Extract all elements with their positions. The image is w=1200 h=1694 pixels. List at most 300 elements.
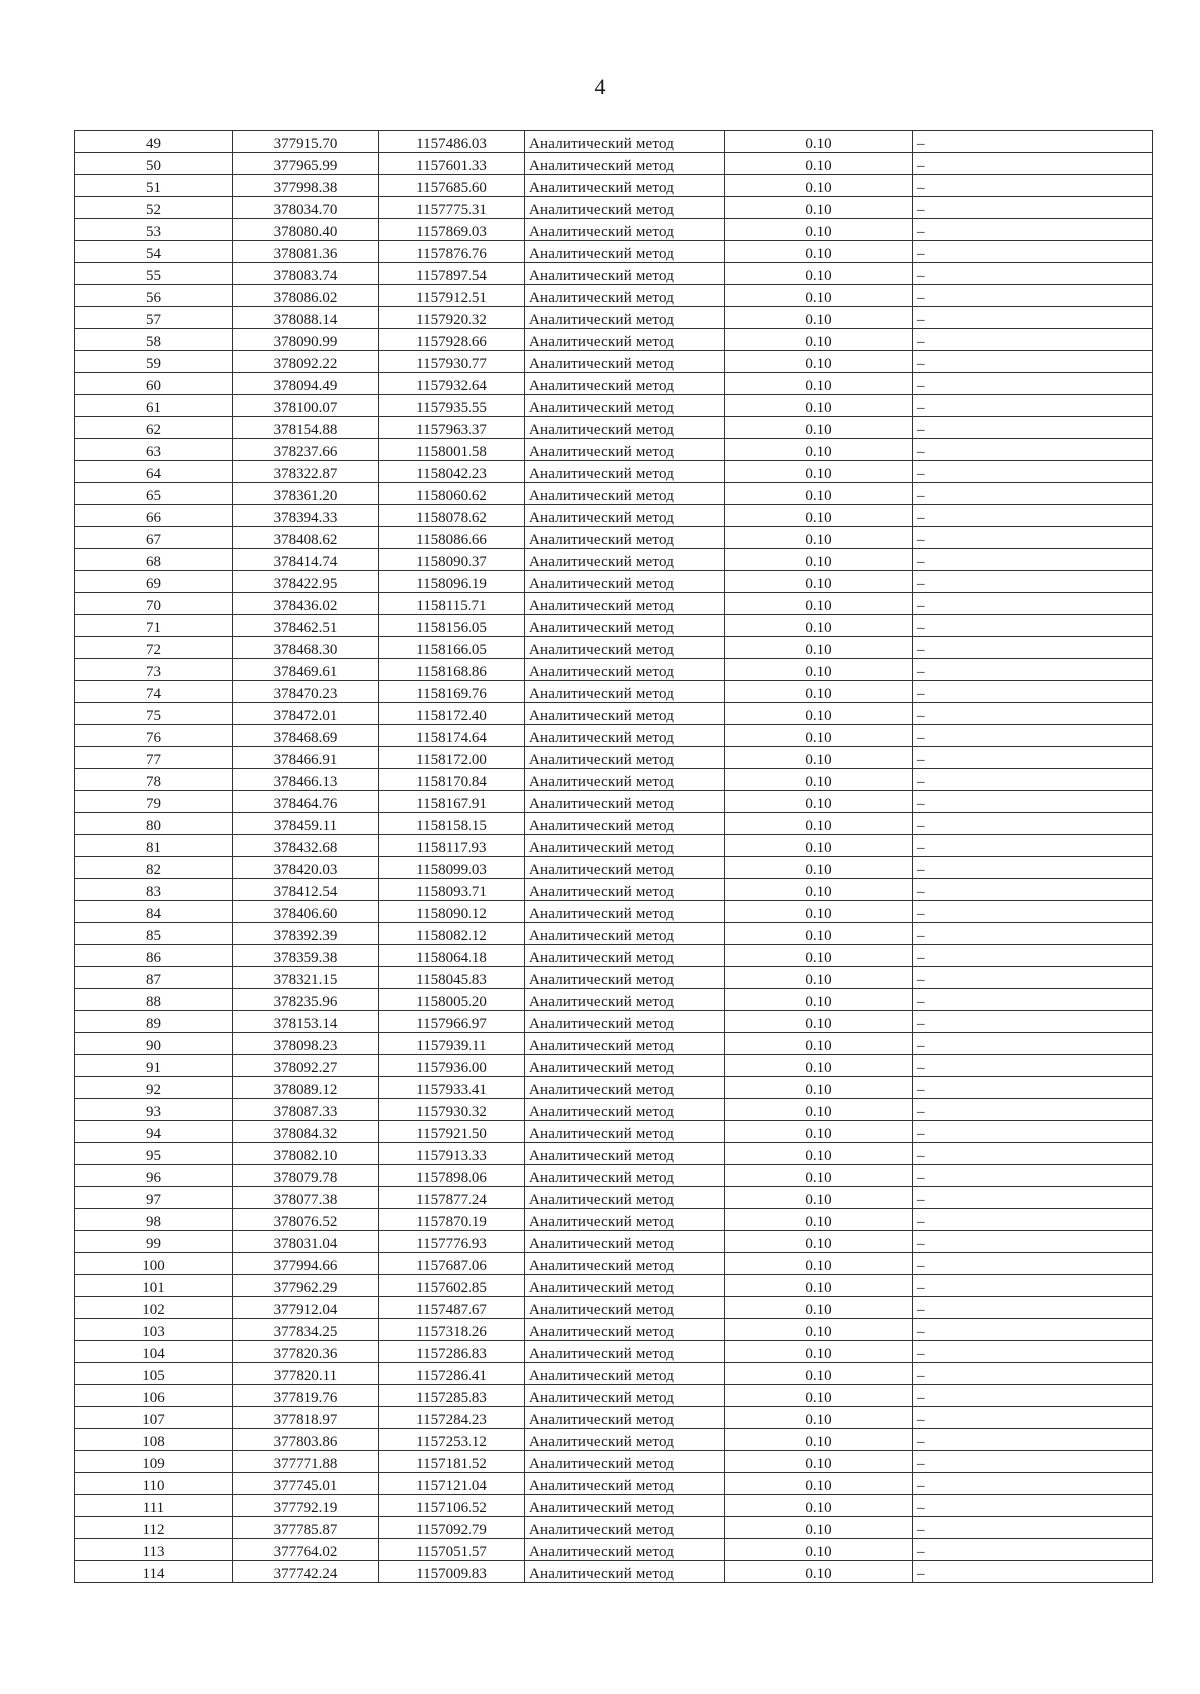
table-row	[75, 1517, 1153, 1539]
table-row	[75, 1429, 1153, 1451]
point-number-cell: 85	[75, 923, 233, 945]
accuracy-cell: 0.10	[725, 571, 913, 593]
note-cell: –	[913, 219, 1153, 241]
accuracy-cell: 0.10	[725, 241, 913, 263]
accuracy-cell: 0.10	[725, 549, 913, 571]
point-number-cell: 69	[75, 571, 233, 593]
method-cell: Аналитический метод	[525, 1253, 725, 1275]
note-cell: –	[913, 373, 1153, 395]
note-cell: –	[913, 307, 1153, 329]
point-number-cell: 75	[75, 703, 233, 725]
table-row	[75, 1363, 1153, 1385]
y-coordinate-cell: 1157870.19	[379, 1209, 525, 1231]
point-number-cell: 89	[75, 1011, 233, 1033]
note-cell: –	[913, 1473, 1153, 1495]
table-row	[75, 1033, 1153, 1055]
y-coordinate-cell: 1157286.41	[379, 1363, 525, 1385]
method-cell: Аналитический метод	[525, 967, 725, 989]
y-coordinate-cell: 1157286.83	[379, 1341, 525, 1363]
method-cell: Аналитический метод	[525, 1099, 725, 1121]
point-number-cell: 86	[75, 945, 233, 967]
y-coordinate-cell: 1157285.83	[379, 1385, 525, 1407]
accuracy-cell: 0.10	[725, 153, 913, 175]
table-row	[75, 813, 1153, 835]
accuracy-cell: 0.10	[725, 615, 913, 637]
y-coordinate-cell: 1157181.52	[379, 1451, 525, 1473]
table-row	[75, 835, 1153, 857]
point-number-cell: 101	[75, 1275, 233, 1297]
x-coordinate-cell: 378092.22	[233, 351, 379, 373]
method-cell: Аналитический метод	[525, 571, 725, 593]
accuracy-cell: 0.10	[725, 1011, 913, 1033]
table-row	[75, 1143, 1153, 1165]
accuracy-cell: 0.10	[725, 219, 913, 241]
note-cell: –	[913, 1561, 1153, 1583]
y-coordinate-cell: 1158001.58	[379, 439, 525, 461]
y-coordinate-cell: 1157051.57	[379, 1539, 525, 1561]
table-row	[75, 175, 1153, 197]
method-cell: Аналитический метод	[525, 153, 725, 175]
method-cell: Аналитический метод	[525, 901, 725, 923]
x-coordinate-cell: 378408.62	[233, 527, 379, 549]
note-cell: –	[913, 593, 1153, 615]
method-cell: Аналитический метод	[525, 791, 725, 813]
method-cell: Аналитический метод	[525, 439, 725, 461]
y-coordinate-cell: 1158090.12	[379, 901, 525, 923]
note-cell: –	[913, 769, 1153, 791]
method-cell: Аналитический метод	[525, 197, 725, 219]
method-cell: Аналитический метод	[525, 1451, 725, 1473]
table-row	[75, 329, 1153, 351]
table-row	[75, 395, 1153, 417]
point-number-cell: 79	[75, 791, 233, 813]
point-number-cell: 111	[75, 1495, 233, 1517]
table-row	[75, 131, 1153, 153]
accuracy-cell: 0.10	[725, 329, 913, 351]
accuracy-cell: 0.10	[725, 1473, 913, 1495]
table-row	[75, 1385, 1153, 1407]
point-number-cell: 72	[75, 637, 233, 659]
method-cell: Аналитический метод	[525, 527, 725, 549]
note-cell: –	[913, 1297, 1153, 1319]
x-coordinate-cell: 378361.20	[233, 483, 379, 505]
y-coordinate-cell: 1158169.76	[379, 681, 525, 703]
point-number-cell: 91	[75, 1055, 233, 1077]
point-number-cell: 102	[75, 1297, 233, 1319]
method-cell: Аналитический метод	[525, 483, 725, 505]
table-row	[75, 1253, 1153, 1275]
method-cell: Аналитический метод	[525, 219, 725, 241]
method-cell: Аналитический метод	[525, 1495, 725, 1517]
y-coordinate-cell: 1157966.97	[379, 1011, 525, 1033]
table-row	[75, 879, 1153, 901]
y-coordinate-cell: 1157921.50	[379, 1121, 525, 1143]
method-cell: Аналитический метод	[525, 263, 725, 285]
y-coordinate-cell: 1157963.37	[379, 417, 525, 439]
table-row	[75, 725, 1153, 747]
point-number-cell: 63	[75, 439, 233, 461]
accuracy-cell: 0.10	[725, 1187, 913, 1209]
x-coordinate-cell: 378394.33	[233, 505, 379, 527]
y-coordinate-cell: 1158166.05	[379, 637, 525, 659]
table-row	[75, 1099, 1153, 1121]
method-cell: Аналитический метод	[525, 1209, 725, 1231]
point-number-cell: 60	[75, 373, 233, 395]
accuracy-cell: 0.10	[725, 263, 913, 285]
note-cell: –	[913, 637, 1153, 659]
x-coordinate-cell: 378089.12	[233, 1077, 379, 1099]
note-cell: –	[913, 813, 1153, 835]
x-coordinate-cell: 377785.87	[233, 1517, 379, 1539]
table-row	[75, 1187, 1153, 1209]
x-coordinate-cell: 378459.11	[233, 813, 379, 835]
accuracy-cell: 0.10	[725, 1077, 913, 1099]
note-cell: –	[913, 329, 1153, 351]
note-cell: –	[913, 615, 1153, 637]
y-coordinate-cell: 1158078.62	[379, 505, 525, 527]
table-row	[75, 1451, 1153, 1473]
accuracy-cell: 0.10	[725, 483, 913, 505]
x-coordinate-cell: 377819.76	[233, 1385, 379, 1407]
x-coordinate-cell: 377792.19	[233, 1495, 379, 1517]
accuracy-cell: 0.10	[725, 1495, 913, 1517]
accuracy-cell: 0.10	[725, 1539, 913, 1561]
y-coordinate-cell: 1158093.71	[379, 879, 525, 901]
table-row	[75, 1539, 1153, 1561]
x-coordinate-cell: 378087.33	[233, 1099, 379, 1121]
accuracy-cell: 0.10	[725, 1407, 913, 1429]
point-number-cell: 97	[75, 1187, 233, 1209]
y-coordinate-cell: 1158158.15	[379, 813, 525, 835]
point-number-cell: 64	[75, 461, 233, 483]
x-coordinate-cell: 377962.29	[233, 1275, 379, 1297]
y-coordinate-cell: 1158170.84	[379, 769, 525, 791]
y-coordinate-cell: 1157877.24	[379, 1187, 525, 1209]
note-cell: –	[913, 681, 1153, 703]
note-cell: –	[913, 1231, 1153, 1253]
x-coordinate-cell: 378086.02	[233, 285, 379, 307]
table-row	[75, 791, 1153, 813]
y-coordinate-cell: 1158082.12	[379, 923, 525, 945]
method-cell: Аналитический метод	[525, 329, 725, 351]
x-coordinate-cell: 377820.11	[233, 1363, 379, 1385]
x-coordinate-cell: 378422.95	[233, 571, 379, 593]
y-coordinate-cell: 1158172.00	[379, 747, 525, 769]
x-coordinate-cell: 378237.66	[233, 439, 379, 461]
point-number-cell: 70	[75, 593, 233, 615]
y-coordinate-cell: 1158167.91	[379, 791, 525, 813]
y-coordinate-cell: 1158156.05	[379, 615, 525, 637]
method-cell: Аналитический метод	[525, 285, 725, 307]
note-cell: –	[913, 725, 1153, 747]
method-cell: Аналитический метод	[525, 1165, 725, 1187]
table-row	[75, 1209, 1153, 1231]
note-cell: –	[913, 1165, 1153, 1187]
accuracy-cell: 0.10	[725, 1341, 913, 1363]
x-coordinate-cell: 378082.10	[233, 1143, 379, 1165]
method-cell: Аналитический метод	[525, 989, 725, 1011]
accuracy-cell: 0.10	[725, 373, 913, 395]
point-number-cell: 94	[75, 1121, 233, 1143]
point-number-cell: 114	[75, 1561, 233, 1583]
note-cell: –	[913, 835, 1153, 857]
method-cell: Аналитический метод	[525, 681, 725, 703]
x-coordinate-cell: 378392.39	[233, 923, 379, 945]
table-row	[75, 417, 1153, 439]
x-coordinate-cell: 378466.91	[233, 747, 379, 769]
method-cell: Аналитический метод	[525, 351, 725, 373]
y-coordinate-cell: 1157106.52	[379, 1495, 525, 1517]
y-coordinate-cell: 1157913.33	[379, 1143, 525, 1165]
y-coordinate-cell: 1157121.04	[379, 1473, 525, 1495]
note-cell: –	[913, 659, 1153, 681]
note-cell: –	[913, 1363, 1153, 1385]
method-cell: Аналитический метод	[525, 549, 725, 571]
method-cell: Аналитический метод	[525, 923, 725, 945]
point-number-cell: 113	[75, 1539, 233, 1561]
point-number-cell: 55	[75, 263, 233, 285]
note-cell: –	[913, 1275, 1153, 1297]
y-coordinate-cell: 1158096.19	[379, 571, 525, 593]
x-coordinate-cell: 378462.51	[233, 615, 379, 637]
accuracy-cell: 0.10	[725, 417, 913, 439]
point-number-cell: 58	[75, 329, 233, 351]
x-coordinate-cell: 378079.78	[233, 1165, 379, 1187]
table-row	[75, 769, 1153, 791]
note-cell: –	[913, 417, 1153, 439]
point-number-cell: 84	[75, 901, 233, 923]
point-number-cell: 78	[75, 769, 233, 791]
note-cell: –	[913, 1033, 1153, 1055]
point-number-cell: 73	[75, 659, 233, 681]
accuracy-cell: 0.10	[725, 197, 913, 219]
point-number-cell: 103	[75, 1319, 233, 1341]
note-cell: –	[913, 1319, 1153, 1341]
point-number-cell: 109	[75, 1451, 233, 1473]
method-cell: Аналитический метод	[525, 1363, 725, 1385]
method-cell: Аналитический метод	[525, 1055, 725, 1077]
accuracy-cell: 0.10	[725, 1033, 913, 1055]
method-cell: Аналитический метод	[525, 1143, 725, 1165]
point-number-cell: 93	[75, 1099, 233, 1121]
note-cell: –	[913, 197, 1153, 219]
method-cell: Аналитический метод	[525, 813, 725, 835]
note-cell: –	[913, 879, 1153, 901]
y-coordinate-cell: 1157936.00	[379, 1055, 525, 1077]
note-cell: –	[913, 901, 1153, 923]
method-cell: Аналитический метод	[525, 1561, 725, 1583]
point-number-cell: 65	[75, 483, 233, 505]
note-cell: –	[913, 857, 1153, 879]
note-cell: –	[913, 747, 1153, 769]
y-coordinate-cell: 1158090.37	[379, 549, 525, 571]
x-coordinate-cell: 378420.03	[233, 857, 379, 879]
accuracy-cell: 0.10	[725, 901, 913, 923]
y-coordinate-cell: 1157284.23	[379, 1407, 525, 1429]
y-coordinate-cell: 1157602.85	[379, 1275, 525, 1297]
table-row	[75, 1165, 1153, 1187]
point-number-cell: 107	[75, 1407, 233, 1429]
table-row	[75, 681, 1153, 703]
note-cell: –	[913, 505, 1153, 527]
coordinates-table-body	[75, 131, 1153, 1583]
table-row	[75, 1297, 1153, 1319]
table-row	[75, 285, 1153, 307]
note-cell: –	[913, 923, 1153, 945]
method-cell: Аналитический метод	[525, 307, 725, 329]
table-row	[75, 923, 1153, 945]
accuracy-cell: 0.10	[725, 835, 913, 857]
x-coordinate-cell: 378094.49	[233, 373, 379, 395]
table-row	[75, 461, 1153, 483]
x-coordinate-cell: 377771.88	[233, 1451, 379, 1473]
method-cell: Аналитический метод	[525, 637, 725, 659]
method-cell: Аналитический метод	[525, 747, 725, 769]
y-coordinate-cell: 1157932.64	[379, 373, 525, 395]
x-coordinate-cell: 377915.70	[233, 131, 379, 153]
point-number-cell: 56	[75, 285, 233, 307]
note-cell: –	[913, 1143, 1153, 1165]
accuracy-cell: 0.10	[725, 1099, 913, 1121]
point-number-cell: 99	[75, 1231, 233, 1253]
method-cell: Аналитический метод	[525, 373, 725, 395]
table-row	[75, 549, 1153, 571]
note-cell: –	[913, 945, 1153, 967]
accuracy-cell: 0.10	[725, 1253, 913, 1275]
point-number-cell: 106	[75, 1385, 233, 1407]
x-coordinate-cell: 378092.27	[233, 1055, 379, 1077]
accuracy-cell: 0.10	[725, 1231, 913, 1253]
method-cell: Аналитический метод	[525, 659, 725, 681]
y-coordinate-cell: 1157912.51	[379, 285, 525, 307]
y-coordinate-cell: 1158117.93	[379, 835, 525, 857]
x-coordinate-cell: 377742.24	[233, 1561, 379, 1583]
x-coordinate-cell: 377764.02	[233, 1539, 379, 1561]
x-coordinate-cell: 377820.36	[233, 1341, 379, 1363]
note-cell: –	[913, 1407, 1153, 1429]
method-cell: Аналитический метод	[525, 417, 725, 439]
point-number-cell: 76	[75, 725, 233, 747]
accuracy-cell: 0.10	[725, 1429, 913, 1451]
x-coordinate-cell: 378406.60	[233, 901, 379, 923]
accuracy-cell: 0.10	[725, 505, 913, 527]
note-cell: –	[913, 439, 1153, 461]
accuracy-cell: 0.10	[725, 1561, 913, 1583]
table-row	[75, 1319, 1153, 1341]
x-coordinate-cell: 378436.02	[233, 593, 379, 615]
accuracy-cell: 0.10	[725, 1451, 913, 1473]
point-number-cell: 95	[75, 1143, 233, 1165]
y-coordinate-cell: 1158064.18	[379, 945, 525, 967]
coordinates-table	[74, 130, 1153, 1583]
x-coordinate-cell: 378100.07	[233, 395, 379, 417]
table-row	[75, 945, 1153, 967]
point-number-cell: 67	[75, 527, 233, 549]
y-coordinate-cell: 1157486.03	[379, 131, 525, 153]
accuracy-cell: 0.10	[725, 1297, 913, 1319]
y-coordinate-cell: 1157092.79	[379, 1517, 525, 1539]
method-cell: Аналитический метод	[525, 1187, 725, 1209]
y-coordinate-cell: 1157775.31	[379, 197, 525, 219]
accuracy-cell: 0.10	[725, 637, 913, 659]
y-coordinate-cell: 1158099.03	[379, 857, 525, 879]
table-row	[75, 1495, 1153, 1517]
method-cell: Аналитический метод	[525, 1473, 725, 1495]
x-coordinate-cell: 378235.96	[233, 989, 379, 1011]
y-coordinate-cell: 1157897.54	[379, 263, 525, 285]
method-cell: Аналитический метод	[525, 1077, 725, 1099]
y-coordinate-cell: 1157935.55	[379, 395, 525, 417]
method-cell: Аналитический метод	[525, 1275, 725, 1297]
accuracy-cell: 0.10	[725, 1385, 913, 1407]
y-coordinate-cell: 1157933.41	[379, 1077, 525, 1099]
note-cell: –	[913, 967, 1153, 989]
method-cell: Аналитический метод	[525, 1429, 725, 1451]
accuracy-cell: 0.10	[725, 879, 913, 901]
y-coordinate-cell: 1158172.40	[379, 703, 525, 725]
note-cell: –	[913, 1077, 1153, 1099]
point-number-cell: 52	[75, 197, 233, 219]
table-row	[75, 637, 1153, 659]
y-coordinate-cell: 1158005.20	[379, 989, 525, 1011]
table-row	[75, 439, 1153, 461]
y-coordinate-cell: 1157685.60	[379, 175, 525, 197]
y-coordinate-cell: 1157687.06	[379, 1253, 525, 1275]
table-row	[75, 593, 1153, 615]
accuracy-cell: 0.10	[725, 527, 913, 549]
point-number-cell: 87	[75, 967, 233, 989]
method-cell: Аналитический метод	[525, 241, 725, 263]
table-row	[75, 307, 1153, 329]
accuracy-cell: 0.10	[725, 725, 913, 747]
method-cell: Аналитический метод	[525, 1011, 725, 1033]
accuracy-cell: 0.10	[725, 593, 913, 615]
point-number-cell: 80	[75, 813, 233, 835]
note-cell: –	[913, 1055, 1153, 1077]
accuracy-cell: 0.10	[725, 1275, 913, 1297]
x-coordinate-cell: 378081.36	[233, 241, 379, 263]
y-coordinate-cell: 1158086.66	[379, 527, 525, 549]
point-number-cell: 51	[75, 175, 233, 197]
y-coordinate-cell: 1157930.32	[379, 1099, 525, 1121]
method-cell: Аналитический метод	[525, 1231, 725, 1253]
accuracy-cell: 0.10	[725, 285, 913, 307]
method-cell: Аналитический метод	[525, 857, 725, 879]
point-number-cell: 74	[75, 681, 233, 703]
note-cell: –	[913, 483, 1153, 505]
point-number-cell: 61	[75, 395, 233, 417]
y-coordinate-cell: 1157876.76	[379, 241, 525, 263]
accuracy-cell: 0.10	[725, 439, 913, 461]
point-number-cell: 68	[75, 549, 233, 571]
x-coordinate-cell: 378470.23	[233, 681, 379, 703]
note-cell: –	[913, 1187, 1153, 1209]
x-coordinate-cell: 378468.69	[233, 725, 379, 747]
point-number-cell: 88	[75, 989, 233, 1011]
point-number-cell: 105	[75, 1363, 233, 1385]
note-cell: –	[913, 395, 1153, 417]
method-cell: Аналитический метод	[525, 1385, 725, 1407]
x-coordinate-cell: 377998.38	[233, 175, 379, 197]
note-cell: –	[913, 1099, 1153, 1121]
method-cell: Аналитический метод	[525, 615, 725, 637]
y-coordinate-cell: 1157601.33	[379, 153, 525, 175]
point-number-cell: 82	[75, 857, 233, 879]
accuracy-cell: 0.10	[725, 703, 913, 725]
note-cell: –	[913, 285, 1153, 307]
table-row	[75, 571, 1153, 593]
note-cell: –	[913, 263, 1153, 285]
